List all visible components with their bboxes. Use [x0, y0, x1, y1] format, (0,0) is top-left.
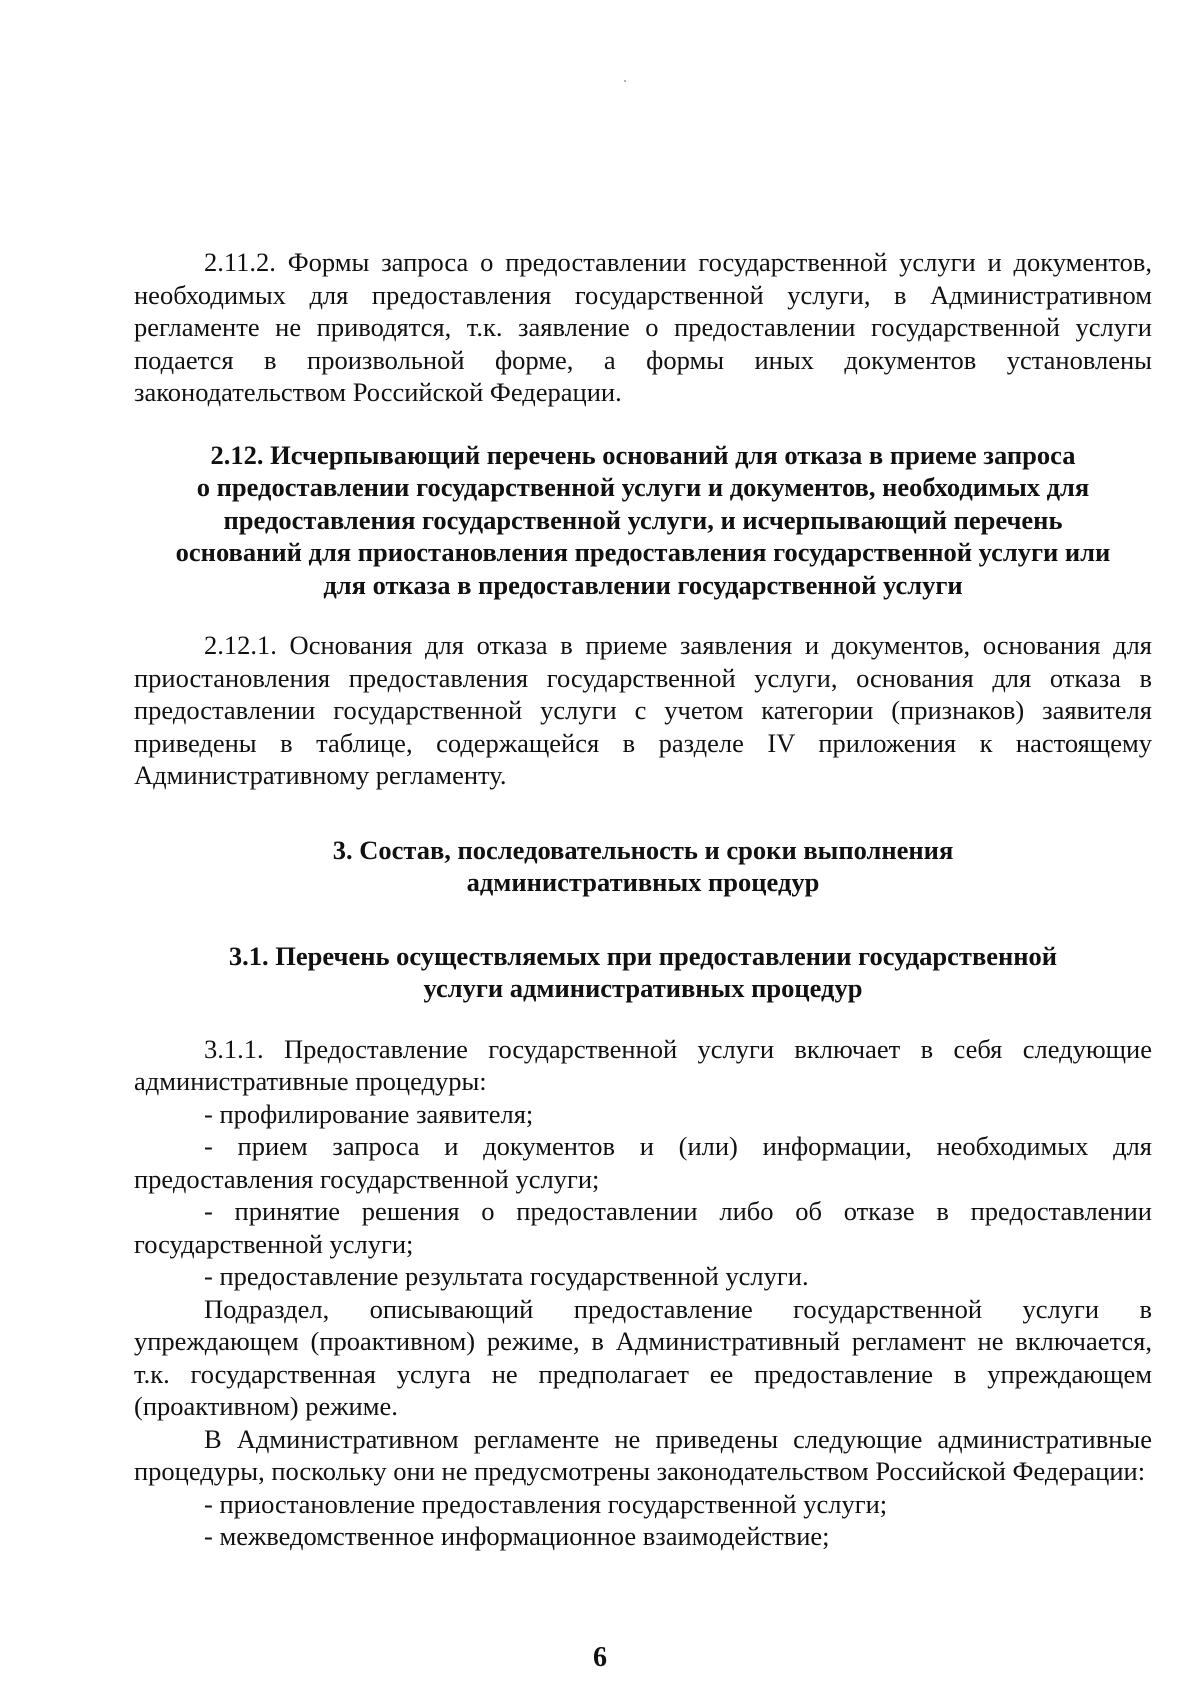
procedure-item: - прием запроса и документов и (или) информации, необходимых для предоставления государственной услуги; [134, 1131, 1152, 1194]
paragraph-2-11-2: 2.11.2. Формы запроса о предоставлении государственной услуги и документов, необходимых для предоставления государственной услуги, в Административном регламенте не приводятся, т.к. заявление о предоставлении государственной услуги подается в произвольной форме, а формы иных документов установлены законодательством Российской Федерации. [134, 247, 1152, 407]
document-body [134, 246, 1152, 1553]
procedure-item: - профилирование заявителя; [204, 1098, 534, 1129]
heading-3-1 [134, 940, 1152, 1005]
heading-3-1-line-1: 3.1. Перечень осуществляемых при предоставлении государственной [228, 940, 1058, 971]
heading-2-12-line-4: оснований для приостановления предоставления государственной услуги или [175, 537, 1111, 567]
paragraph-proactive: Подраздел, описывающий предоставление государственной услуги в упреждающем (проактивном) режиме, в Административный регламент не включается, т.к. государственная услуга не предполагает ее предоставление в упреждающем (проактивном) режиме. [134, 1293, 1152, 1421]
paragraph-2-12-1: 2.12.1. Основания для отказа в приеме заявления и документов, основания для приостановления предоставления государственной услуги, основания для отказа в предоставлении государственной услуги с учетом категории (признаков) заявителя приведены в таблице, содержащейся в разделе IV приложения к настоящему Административному регламенту. [134, 630, 1152, 790]
excluded-procedure-item: - межведомственное информационное взаимодействие; [204, 1521, 830, 1551]
heading-2-12-line-5: для отказа в предоставлении государственной услуги [323, 569, 963, 600]
heading-3-line-1: 3. Состав, последовательность и сроки выполнения [332, 834, 954, 865]
paragraph-not-included: В Административном регламенте не приведены следующие административные процедуры, поскольку они не предусмотрены законодательством Российской Федерации: [134, 1423, 1152, 1486]
heading-2-12-line-3: предоставления государственной услуги, и исчерпывающий перечень [223, 504, 1063, 535]
heading-2-12 [134, 439, 1152, 602]
spacer [134, 601, 1152, 629]
heading-2-12-line-1: 2.12. Исчерпывающий перечень оснований для отказа в приеме запроса [210, 439, 1076, 470]
heading-2-12-line-2: о предоставлении государственной услуги и документов, необходимых для [196, 472, 1090, 502]
procedure-item: - предоставление результата государственной услуги. [204, 1261, 809, 1291]
heading-3 [134, 834, 1152, 899]
procedure-item: - принятие решения о предоставлении либо об отказе в предоставлении государственной услуги; [134, 1196, 1152, 1259]
scan-speck [624, 80, 626, 82]
spacer [134, 1005, 1152, 1033]
excluded-procedure-item: - приостановление предоставления государственной услуги; [204, 1488, 888, 1519]
page-number: 6 [593, 1642, 607, 1673]
paragraph-3-1-1: 3.1.1. Предоставление государственной услуги включает в себя следующие административные процедуры: [134, 1033, 1152, 1096]
heading-3-line-2: административных процедур [466, 867, 820, 897]
heading-3-1-line-2: услуги административных процедур [423, 973, 863, 1003]
